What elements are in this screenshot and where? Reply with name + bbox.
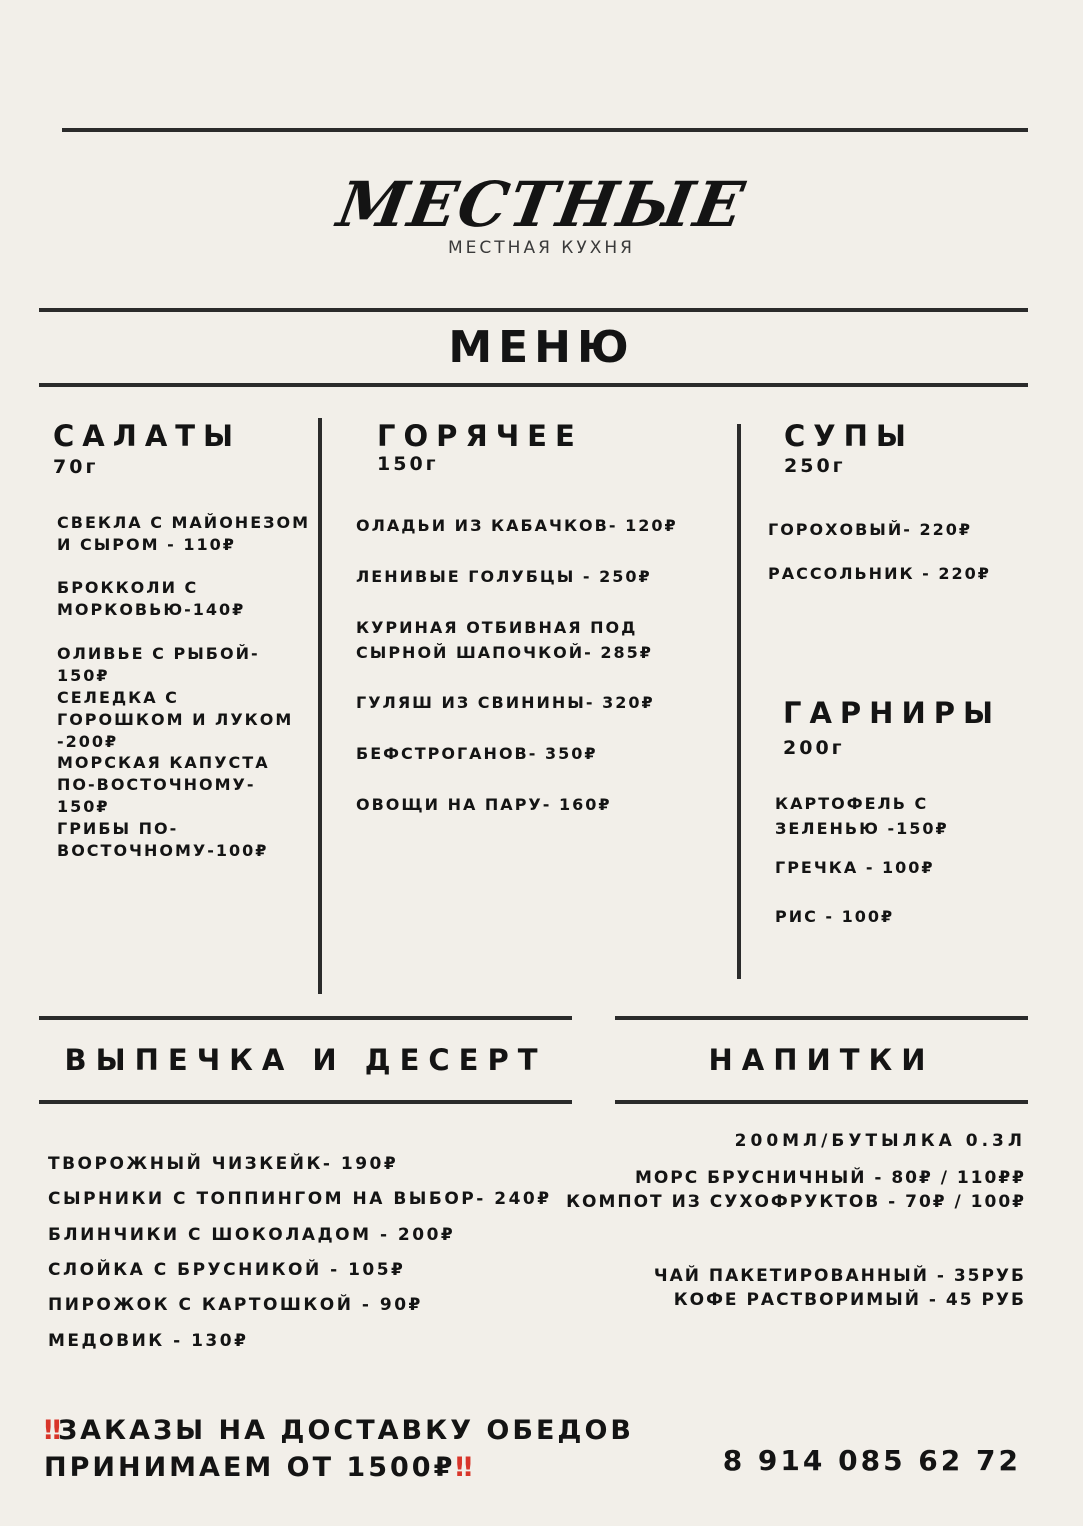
menu-title-top-divider <box>39 308 1028 312</box>
menu-item: ПИРОЖОК С КАРТОШКОЙ - 90₽ <box>48 1295 423 1315</box>
menu-item: ЛЕНИВЫЕ ГОЛУБЦЫ - 250₽ <box>356 567 652 586</box>
phone-number: 8 914 085 62 72 <box>722 1444 1021 1477</box>
menu-item: МОРС БРУСНИЧНЫЙ - 80₽ / 110₽₽ <box>634 1168 1026 1188</box>
sides-portion: 200г <box>783 737 845 759</box>
brand-tagline: МЕСТНАЯ КУХНЯ <box>448 238 635 258</box>
top-divider <box>62 128 1028 132</box>
sides-title: ГАРНИРЫ <box>783 696 1002 730</box>
menu-item: БЕФСТРОГАНОВ- 350₽ <box>356 744 598 763</box>
menu-item: РАССОЛЬНИК - 220₽ <box>768 564 991 583</box>
desserts-title: ВЫПЕЧКА И ДЕСЕРТ <box>64 1043 547 1077</box>
menu-item: БРОККОЛИ С МОРКОВЬЮ-140₽ <box>57 578 246 619</box>
menu-item: КОФЕ РАСТВОРИМЫЙ - 45 РУБ <box>673 1290 1026 1310</box>
menu-item: КУРИНАЯ ОТБИВНАЯ ПОД СЫРНОЙ ШАПОЧКОЙ- 285₽ <box>356 618 653 662</box>
menu-item: БЛИНЧИКИ С ШОКОЛАДОМ - 200₽ <box>48 1225 456 1245</box>
soups-portion: 250г <box>784 455 846 477</box>
desserts-top-divider <box>39 1016 572 1020</box>
salads-portion: 70г <box>53 456 99 478</box>
brand-logo: МЕСТНЫЕ <box>332 168 751 241</box>
menu-item: СЫРНИКИ С ТОППИНГОМ НА ВЫБОР- 240₽ <box>48 1189 552 1209</box>
delivery-notice <box>44 1412 634 1486</box>
desserts-bottom-divider <box>39 1100 572 1104</box>
menu-item: ТВОРОЖНЫЙ ЧИЗКЕЙК- 190₽ <box>48 1154 399 1174</box>
salads-title: САЛАТЫ <box>53 419 242 453</box>
drinks-title: НАПИТКИ <box>708 1043 935 1077</box>
menu-item: СЕЛЕДКА С ГОРОШКОМ И ЛУКОМ -200₽ <box>57 688 294 751</box>
menu-item: ГУЛЯШ ИЗ СВИНИНЫ- 320₽ <box>356 693 655 712</box>
menu-item: ЧАЙ ПАКЕТИРОВАННЫЙ - 35РУБ <box>653 1266 1026 1286</box>
menu-item: СВЕКЛА С МАЙОНЕЗОМ И СЫРОМ - 110₽ <box>57 513 311 554</box>
menu-item: КОМПОТ ИЗ СУХОФРУКТОВ - 70₽ / 100₽ <box>566 1192 1026 1212</box>
menu-item: МЕДОВИК - 130₽ <box>48 1331 249 1351</box>
hot-portion: 150г <box>377 453 439 475</box>
menu-item: РИС - 100₽ <box>775 907 895 926</box>
menu-item: ОЛИВЬЕ С РЫБОЙ- 150₽ <box>57 644 260 685</box>
menu-item: ГОРОХОВЫЙ- 220₽ <box>768 520 972 539</box>
column-divider-right <box>737 424 741 979</box>
menu-item: ГРЕЧКА - 100₽ <box>775 858 935 877</box>
menu-item: КАРТОФЕЛЬ С ЗЕЛЕНЬЮ -150₽ <box>775 794 949 838</box>
drinks-portion: 200МЛ/БУТЫЛКА 0.3Л <box>734 1131 1026 1151</box>
menu-item: ОЛАДЬИ ИЗ КАБАЧКОВ- 120₽ <box>356 516 678 535</box>
soups-title: СУПЫ <box>784 419 914 453</box>
delivery-notice-line-1: ‼ЗАКАЗЫ НА ДОСТАВКУ ОБЕДОВ <box>44 1415 634 1446</box>
menu-title-bottom-divider <box>39 383 1028 387</box>
double-exclamation-icon: ‼ <box>44 1415 58 1446</box>
drinks-bottom-divider <box>615 1100 1028 1104</box>
double-exclamation-icon: ‼ <box>455 1452 470 1483</box>
drinks-top-divider <box>615 1016 1028 1020</box>
menu-item: МОРСКАЯ КАПУСТА ПО-ВОСТОЧНОМУ- 150₽ <box>57 753 270 816</box>
menu-item: СЛОЙКА С БРУСНИКОЙ - 105₽ <box>48 1260 406 1280</box>
menu-title: МЕНЮ <box>448 322 635 373</box>
hot-title: ГОРЯЧЕЕ <box>377 419 583 453</box>
menu-item: ОВОЩИ НА ПАРУ- 160₽ <box>356 795 612 814</box>
column-divider-left <box>318 418 322 994</box>
menu-item: ГРИБЫ ПО-ВОСТОЧНОМУ-100₽ <box>57 819 269 860</box>
delivery-notice-line-2: ПРИНИМАЕМ ОТ 1500₽‼ <box>44 1452 470 1483</box>
